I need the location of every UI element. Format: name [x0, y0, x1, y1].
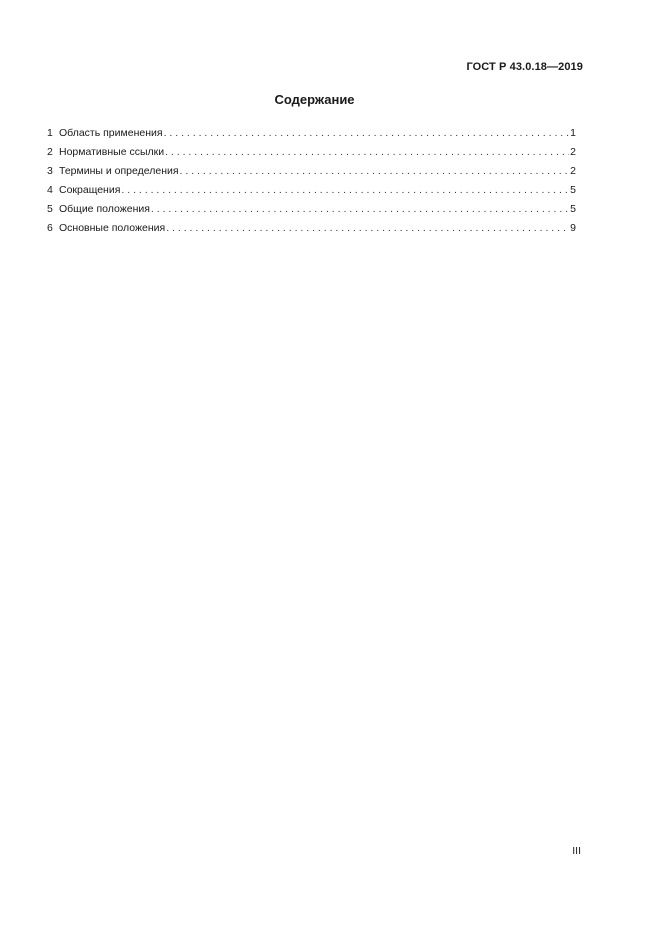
- toc-title: Содержание: [274, 92, 355, 107]
- toc-entry-label: Нормативные ссылки: [59, 146, 165, 158]
- toc-entry-number: 1: [47, 127, 53, 139]
- toc-leader-dots: [180, 165, 570, 177]
- toc-entry-label: Общие положения: [59, 203, 150, 215]
- toc-entry-number: 4: [47, 184, 53, 196]
- toc-entry-4[interactable]: [47, 184, 576, 203]
- table-of-contents: [47, 127, 576, 241]
- toc-leader-dots: [164, 127, 570, 139]
- toc-entry-number: 2: [47, 146, 53, 158]
- toc-entry-page: 1: [570, 127, 576, 139]
- toc-entry-label: Сокращения: [59, 184, 121, 196]
- toc-entry-label: Основные положения: [59, 222, 166, 234]
- toc-entry-6[interactable]: [47, 222, 576, 241]
- toc-entry-page: 5: [570, 184, 576, 196]
- page-number: III: [572, 845, 581, 857]
- standard-code: ГОСТ Р 43.0.18—2019: [466, 61, 583, 73]
- toc-leader-dots: [121, 184, 569, 196]
- toc-entry-page: 9: [570, 222, 576, 234]
- toc-leader-dots: [151, 203, 569, 215]
- toc-entry-3[interactable]: [47, 165, 576, 184]
- toc-entry-label: Область применения: [59, 127, 163, 139]
- toc-entry-2[interactable]: [47, 146, 576, 165]
- toc-leader-dots: [165, 146, 569, 158]
- toc-entry-label: Термины и определения: [59, 165, 179, 177]
- toc-entry-1[interactable]: [47, 127, 576, 146]
- toc-entry-5[interactable]: [47, 203, 576, 222]
- toc-entry-page: 2: [570, 165, 576, 177]
- toc-entry-number: 3: [47, 165, 53, 177]
- toc-entry-number: 6: [47, 222, 53, 234]
- toc-entry-page: 5: [570, 203, 576, 215]
- toc-entry-page: 2: [570, 146, 576, 158]
- toc-entry-number: 5: [47, 203, 53, 215]
- toc-leader-dots: [166, 222, 569, 234]
